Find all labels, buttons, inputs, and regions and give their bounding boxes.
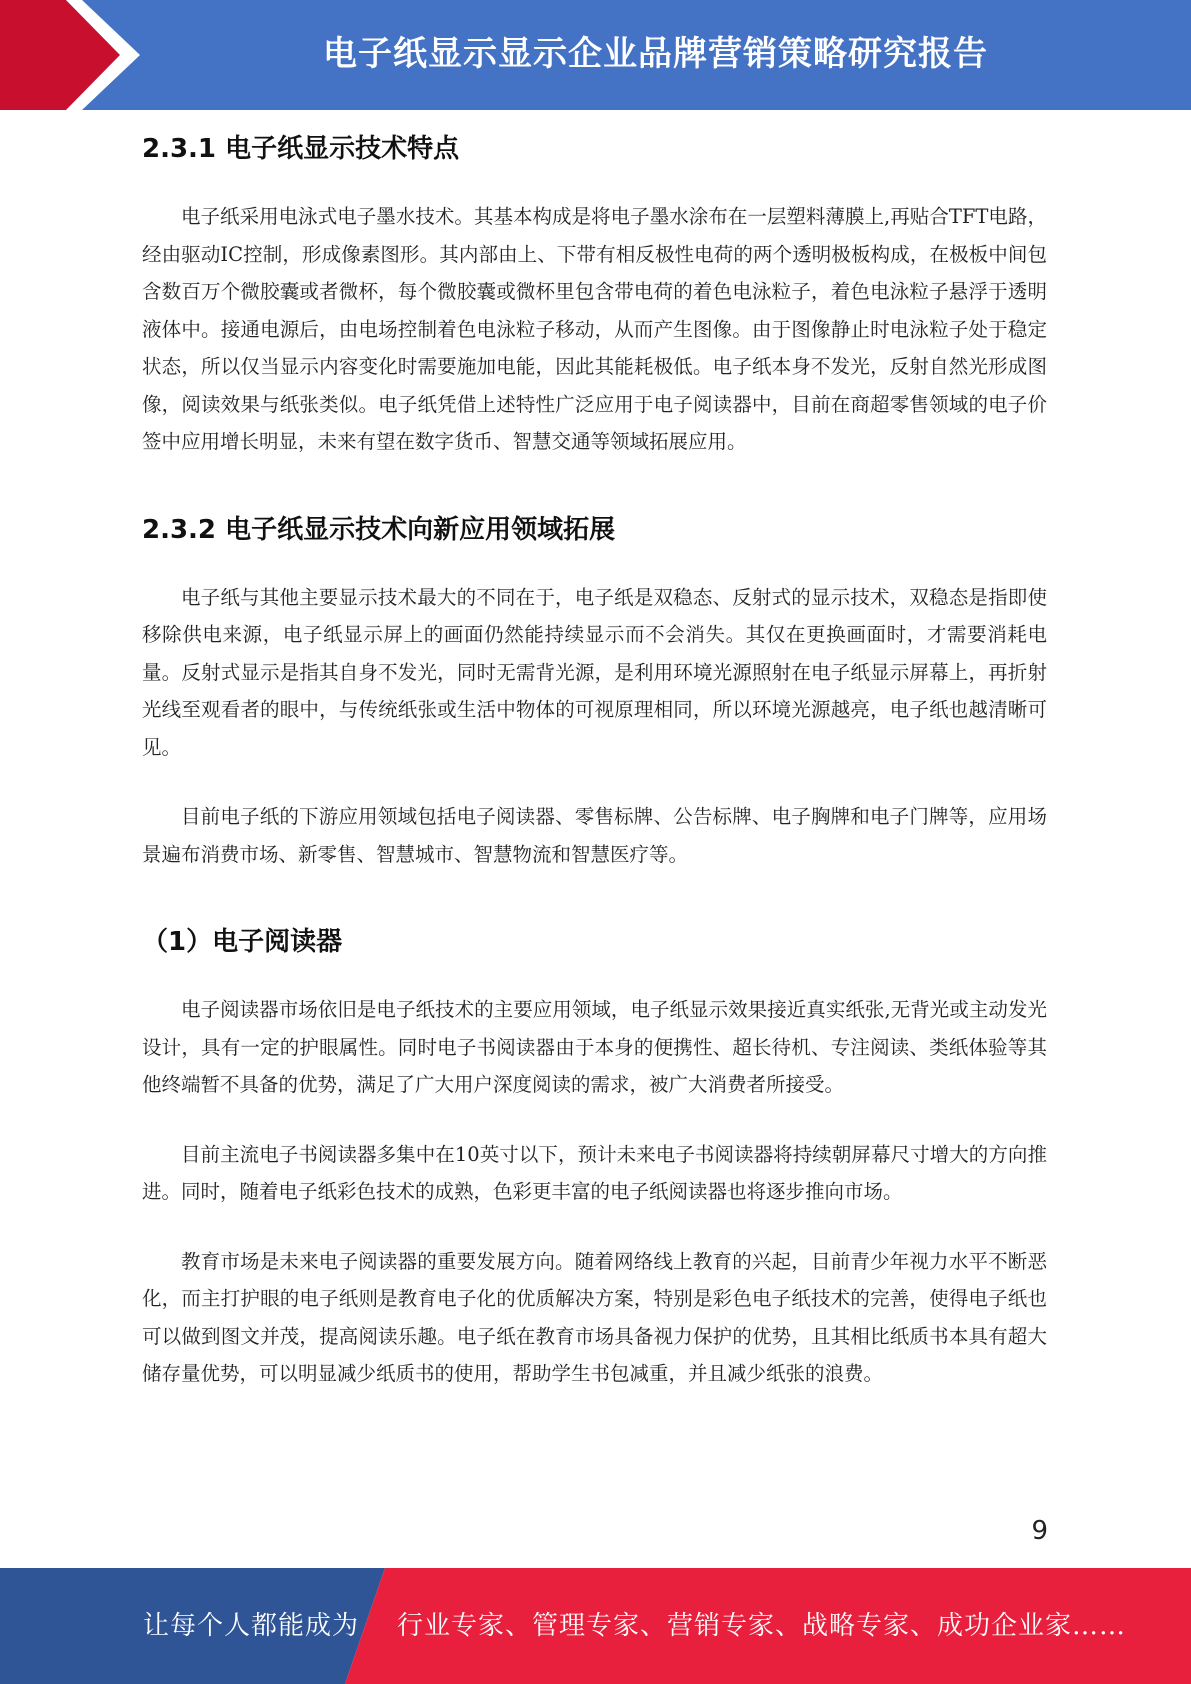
footer-slogan-left: 让每个人都能成为 (143, 1611, 360, 1641)
footer-slogan-right: 行业专家、管理专家、营销专家、战略专家、成功企业家…… (397, 1611, 1127, 1641)
paragraph: 电子纸采用电泳式电子墨水技术。其基本构成是将电子墨水涂布在一层塑料薄膜上,再贴合TFT电路，经由驱动IC控制，形成像素图形。其内部由上、下带有相反极性电荷的两个透明极板构成，在极板中间包含数百万个微胶囊或者微杯，每个微胶囊或微杯里包含带电荷的着色电泳粒子，着色电泳粒子悬浮于透明液体中。接通电源后，由电场控制着色电泳粒子移动，从而产生图像。由于图像静止时电泳粒子处于稳定状态，所以仅当显示内容变化时需要施加电能，因此其能耗极低。电子纸本身不发光，反射自然光形成图像，阅读效果与纸张类似。电子纸凭借上述特性广泛应用于电子阅读器中，目前在商超零售领域的电子价签中应用增长明显，未来有望在数字货币、智慧交通等领域拓展应用。 (142, 205, 1047, 453)
page-header (0, 0, 1191, 110)
paragraph: 目前主流电子书阅读器多集中在10英寸以下，预计未来电子书阅读器将持续朝屏幕尺寸增大的方向推进。同时，随着电子纸彩色技术的成熟，色彩更丰富的电子纸阅读器也将逐步推向市场。 (142, 1142, 1047, 1203)
page-footer (0, 1568, 1191, 1684)
paragraph: 电子纸与其他主要显示技术最大的不同在于，电子纸是双稳态、反射式的显示技术，双稳态是指即使移除供电来源，电子纸显示屏上的画面仍然能持续显示而不会消失。其仅在更换画面时，才需要消耗电量。反射式显示是指其自身不发光，同时无需背光源，是利用环境光源照射在电子纸显示屏幕上，再折射光线至观看者的眼中，与传统纸张或生活中物体的可视原理相同，所以环境光源越亮，电子纸也越清晰可见。 (142, 585, 1047, 759)
page-content (142, 122, 1047, 1393)
page-number: 9 (1031, 1516, 1048, 1546)
paragraph: 电子阅读器市场依旧是电子纸技术的主要应用领域，电子纸显示效果接近真实纸张,无背光或主动发光设计，具有一定的护眼属性。同时电子书阅读器由于本身的便携性、超长待机、专注阅读、类纸体验等其他终端暂不具备的优势，满足了广大用户深度阅读的需求，被广大消费者所接受。 (142, 998, 1047, 1096)
paragraph: 目前电子纸的下游应用领域包括电子阅读器、零售标牌、公告标牌、电子胸牌和电子门牌等，应用场景遍布消费市场、新零售、智慧城市、智慧物流和智慧医疗等。 (142, 805, 1047, 866)
section-heading: 2.3.2 电子纸显示技术向新应用领域拓展 (142, 514, 616, 545)
section-heading: （1）电子阅读器 (142, 927, 343, 957)
report-title: 电子纸显示显示企业品牌营销策略研究报告 (323, 34, 988, 74)
section-heading: 2.3.1 电子纸显示技术特点 (142, 134, 460, 164)
paragraph: 教育市场是未来电子阅读器的重要发展方向。随着网络线上教育的兴起，目前青少年视力水平不断恶化，而主打护眼的电子纸则是教育电子化的优质解决方案，特别是彩色电子纸技术的完善，使得电子纸也可以做到图文并茂，提高阅读乐趣。电子纸在教育市场具备视力保护的优势，且其相比纸质书本具有超大储存量优势，可以明显减少纸质书的使用，帮助学生书包减重，并且减少纸张的浪费。 (142, 1249, 1047, 1385)
